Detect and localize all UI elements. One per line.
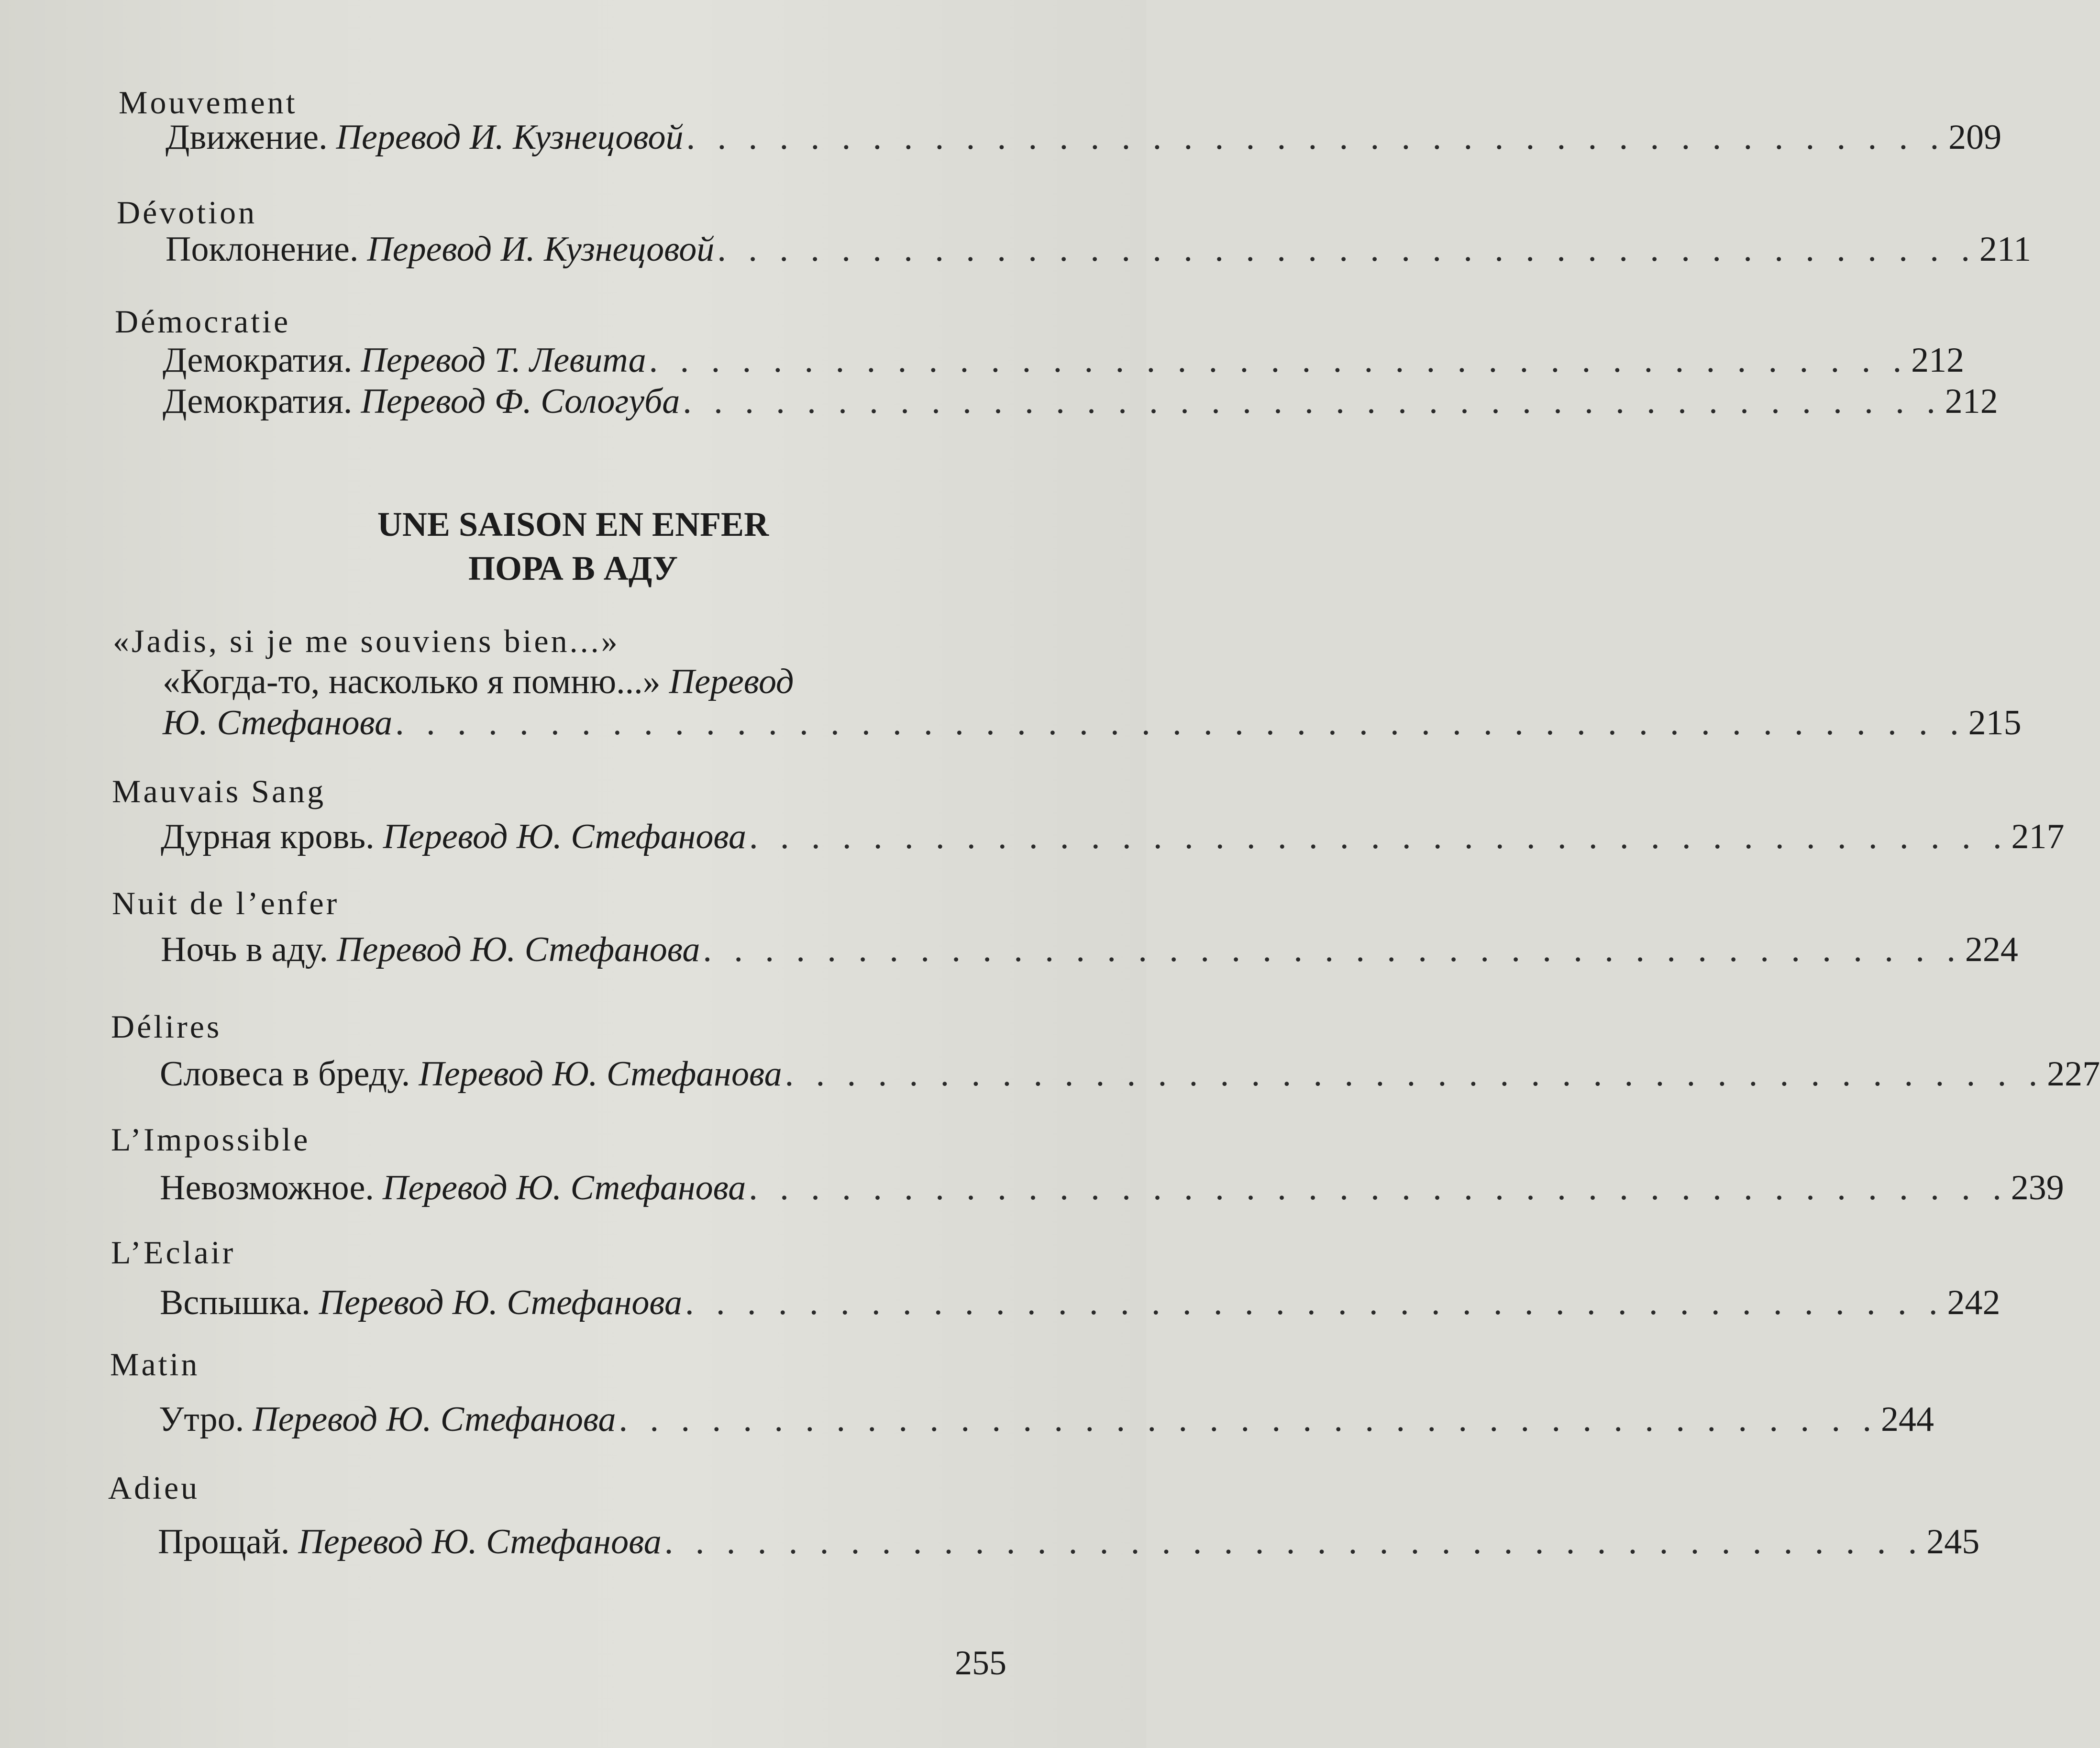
original-title: Dévotion	[117, 194, 257, 231]
translator: Перевод Ю. Стефанова	[298, 1522, 662, 1561]
translator: Перевод	[669, 662, 794, 701]
translator: Перевод И. Кузнецовой	[336, 118, 684, 157]
translation-line	[161, 930, 2018, 969]
translation-title: «Когда-то, насколько я помню...»	[163, 662, 661, 701]
original-title: Mouvement	[119, 84, 298, 121]
translation-title: Демократия.	[163, 341, 353, 380]
translation-title: Дурная кровь.	[161, 817, 375, 856]
translation-line	[163, 341, 1965, 380]
leader-dots: . . . . . . . . . . . . . . . . . . . . . . . . . . . . . . . . . . . . . . . . .	[649, 341, 1909, 380]
leader-dots: . . . . . . . . . . . . . . . . . . . . . . . . . . . . . . . . . . . . . . . . .	[619, 1400, 1878, 1439]
leader-dots: . . . . . . . . . . . . . . . . . . . . . . . . . . . . . . . . . . . . . . . . .	[749, 817, 2009, 856]
original-title: Démocratie	[115, 303, 291, 340]
leader-dots: . . . . . . . . . . . . . . . . . . . . . . . . . . . . . . . . . . . . . . . . .	[685, 1283, 1945, 1322]
leader-dots: . . . . . . . . . . . . . . . . . . . . . . . . . . . . . . . . . . . . . . . . .	[683, 382, 1942, 421]
translator: Перевод Ю. Стефанова	[383, 817, 746, 856]
translator: Перевод Ю. Стефанова	[253, 1400, 616, 1439]
translator: Перевод Ф. Сологуба	[361, 382, 680, 421]
translation-title: Утро.	[159, 1400, 244, 1439]
translation-title: Вспышка.	[160, 1283, 310, 1322]
page-ref: 209	[1948, 118, 2002, 157]
leader-dots: . . . . . . . . . . . . . . . . . . . . . . . . . . . . . . . . . . . . . . . . .	[686, 118, 1946, 157]
original-title: Délires	[111, 1008, 222, 1045]
original-title: Adieu	[108, 1470, 200, 1506]
translation-line	[160, 1054, 2100, 1094]
translator: Ю. Стефанова	[163, 703, 393, 742]
original-title: Matin	[110, 1346, 200, 1383]
page-ref: 224	[1965, 930, 2018, 969]
translator: Перевод Т. Левита	[361, 341, 646, 380]
translator: Перевод Ю. Стефанова	[319, 1283, 683, 1322]
translation-line-continued	[163, 703, 2022, 742]
original-title: L’Impossible	[111, 1121, 310, 1158]
original-title: Nuit de l’enfer	[112, 885, 340, 921]
page-number: 255	[955, 1644, 1006, 1682]
leader-dots: . . . . . . . . . . . . . . . . . . . . . . . . . . . . . . . . . . . . . . . . .	[703, 930, 1962, 969]
page-ref: 211	[1979, 230, 2032, 269]
translator: Перевод Ю. Стефанова	[419, 1054, 782, 1094]
leader-dots: . . . . . . . . . . . . . . . . . . . . . . . . . . . . . . . . . . . . . . . . .	[785, 1054, 2045, 1094]
page-ref: 215	[1968, 703, 2022, 742]
section-title-fr: UNE SAISON EN ENFER	[377, 505, 769, 543]
page-ref: 212	[1945, 382, 1998, 421]
page-ref: 244	[1880, 1400, 1934, 1439]
page-ref: 239	[2011, 1168, 2064, 1207]
translation-title: Ночь в аду.	[161, 930, 329, 969]
translation-line	[160, 1168, 2064, 1207]
translator: Перевод Ю. Стефанова	[337, 930, 700, 969]
translation-line	[161, 817, 2065, 856]
leader-dots: . . . . . . . . . . . . . . . . . . . . . . . . . . . . . . . . . . . . . . . . .	[749, 1168, 2008, 1207]
translation-line	[166, 230, 2032, 269]
translation-title: Поклонение.	[166, 230, 359, 269]
translation-line	[163, 382, 1998, 421]
leader-dots: . . . . . . . . . . . . . . . . . . . . . . . . . . . . . . . . . . . . . . . . .	[664, 1522, 1924, 1561]
translation-line	[160, 1283, 2001, 1322]
page-ref: 217	[2011, 817, 2065, 856]
translation-line	[159, 1400, 1934, 1439]
original-title: Mauvais Sang	[112, 773, 326, 809]
section-title-ru: ПОРА В АДУ	[468, 549, 678, 587]
translation-title: Невозможное.	[160, 1168, 374, 1207]
translation-line	[163, 664, 794, 699]
page-ref: 245	[1926, 1522, 1980, 1561]
leader-dots: . . . . . . . . . . . . . . . . . . . . . . . . . . . . . . . . . . . . . . . . . . . . . . . . . . .	[395, 703, 1966, 742]
page-ref: 212	[1911, 341, 1965, 380]
original-title: L’Eclair	[111, 1234, 236, 1271]
page-ref: 227	[2047, 1054, 2100, 1094]
translator: Перевод И. Кузнецовой	[367, 230, 715, 269]
translation-title: Прощай.	[158, 1522, 290, 1561]
translator: Перевод Ю. Стефанова	[382, 1168, 746, 1207]
leader-dots: . . . . . . . . . . . . . . . . . . . . . . . . . . . . . . . . . . . . . . . . .	[717, 230, 1977, 269]
original-title: «Jadis, si je me souviens bien...»	[113, 623, 620, 659]
translation-title: Словеса в бреду.	[160, 1054, 410, 1094]
translation-line	[158, 1522, 1980, 1561]
translation-title: Движение.	[166, 118, 328, 157]
page-ref: 242	[1947, 1283, 2001, 1322]
translation-line	[166, 118, 2002, 157]
translation-title: Демократия.	[163, 382, 353, 421]
